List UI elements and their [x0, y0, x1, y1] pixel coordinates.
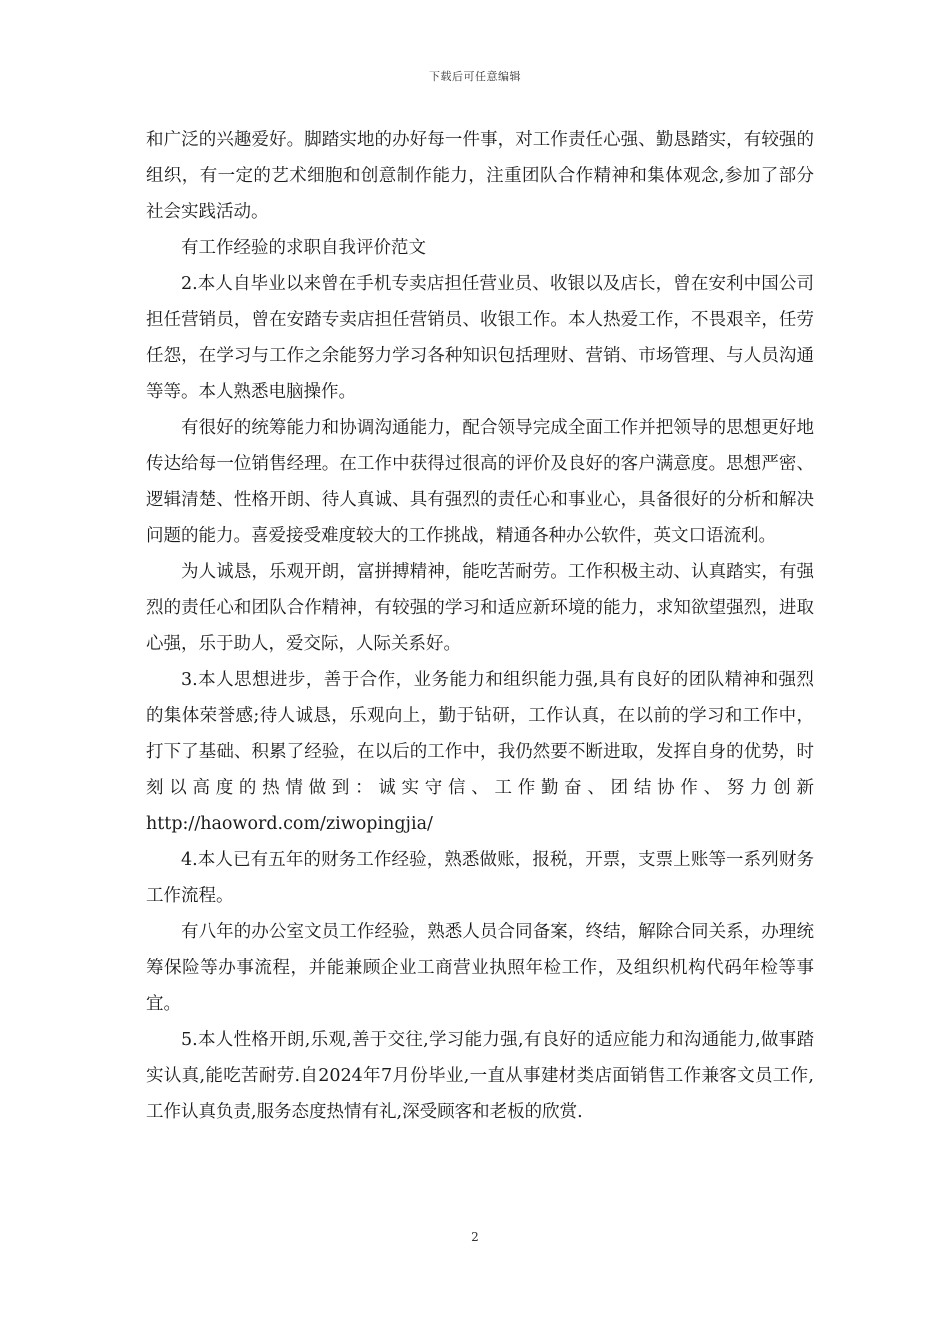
paragraph-item-3: 3.本人思想进步，善于合作，业务能力和组织能力强,具有良好的团队精神和强烈的集体荣誉感;待人诚恳，乐观向上，勤于钻研，工作认真，在以前的学习和工作中，打下了基础、积累了经验，在以后的工作中，我仍然要不断进取，发挥自身的优势，时刻以高度的热情做到：诚实守信、工作勤奋、团结协作、努力创新 http://haoword.com/ziwopingjia/	[146, 670, 814, 834]
paragraph-item-2-cont-2: 为人诚恳，乐观开朗，富拼搏精神，能吃苦耐劳。工作积极主动、认真踏实，有强烈的责任心和团队合作精神，有较强的学习和适应新环境的能力，求知欲望强烈，进取心强，乐于助人，爱交际，人际关系好。	[146, 562, 814, 654]
document-body	[146, 122, 814, 1130]
paragraph-item-4-cont: 有八年的办公室文员工作经验，熟悉人员合同备案，终结，解除合同关系，办理统筹保险等办事流程，并能兼顾企业工商营业执照年检工作，及组织机构代码年检等事宜。	[146, 922, 814, 1014]
paragraph-item-4: 4.本人已有五年的财务工作经验，熟悉做账，报税，开票，支票上账等一系列财务工作流程。	[146, 850, 814, 906]
paragraph-item-2: 2.本人自毕业以来曾在手机专卖店担任营业员、收银以及店长，曾在安利中国公司担任营销员，曾在安踏专卖店担任营销员、收银工作。本人热爱工作，不畏艰辛，任劳任怨，在学习与工作之余能努力学习各种知识包括理财、营销、市场管理、与人员沟通等等。本人熟悉电脑操作。	[146, 274, 814, 402]
page-number: 2	[471, 1230, 479, 1244]
paragraph-intro-continuation: 和广泛的兴趣爱好。脚踏实地的办好每一件事，对工作责任心强、勤恳踏实，有较强的组织，有一定的艺术细胞和创意制作能力，注重团队合作精神和集体观念,参加了部分社会实践活动。	[146, 130, 814, 222]
paragraph-item-5: 5.本人性格开朗,乐观,善于交往,学习能力强,有良好的适应能力和沟通能力,做事踏实认真,能吃苦耐劳.自2024年7月份毕业,一直从事建材类店面销售工作兼客文员工作,工作认真负责,服务态度热情有礼,深受顾客和老板的欣赏.	[146, 1030, 814, 1122]
paragraph-item-2-cont-1: 有很好的统筹能力和协调沟通能力，配合领导完成全面工作并把领导的思想更好地传达给每一位销售经理。在工作中获得过很高的评价及良好的客户满意度。思想严密、逻辑清楚、性格开朗、待人真诚、具有强烈的责任心和事业心，具备很好的分析和解决问题的能力。喜爱接受难度较大的工作挑战，精通各种办公软件，英文口语流利。	[146, 418, 814, 546]
section-heading: 有工作经验的求职自我评价范文	[181, 238, 426, 258]
page-header: 下载后可任意编辑	[429, 70, 521, 83]
